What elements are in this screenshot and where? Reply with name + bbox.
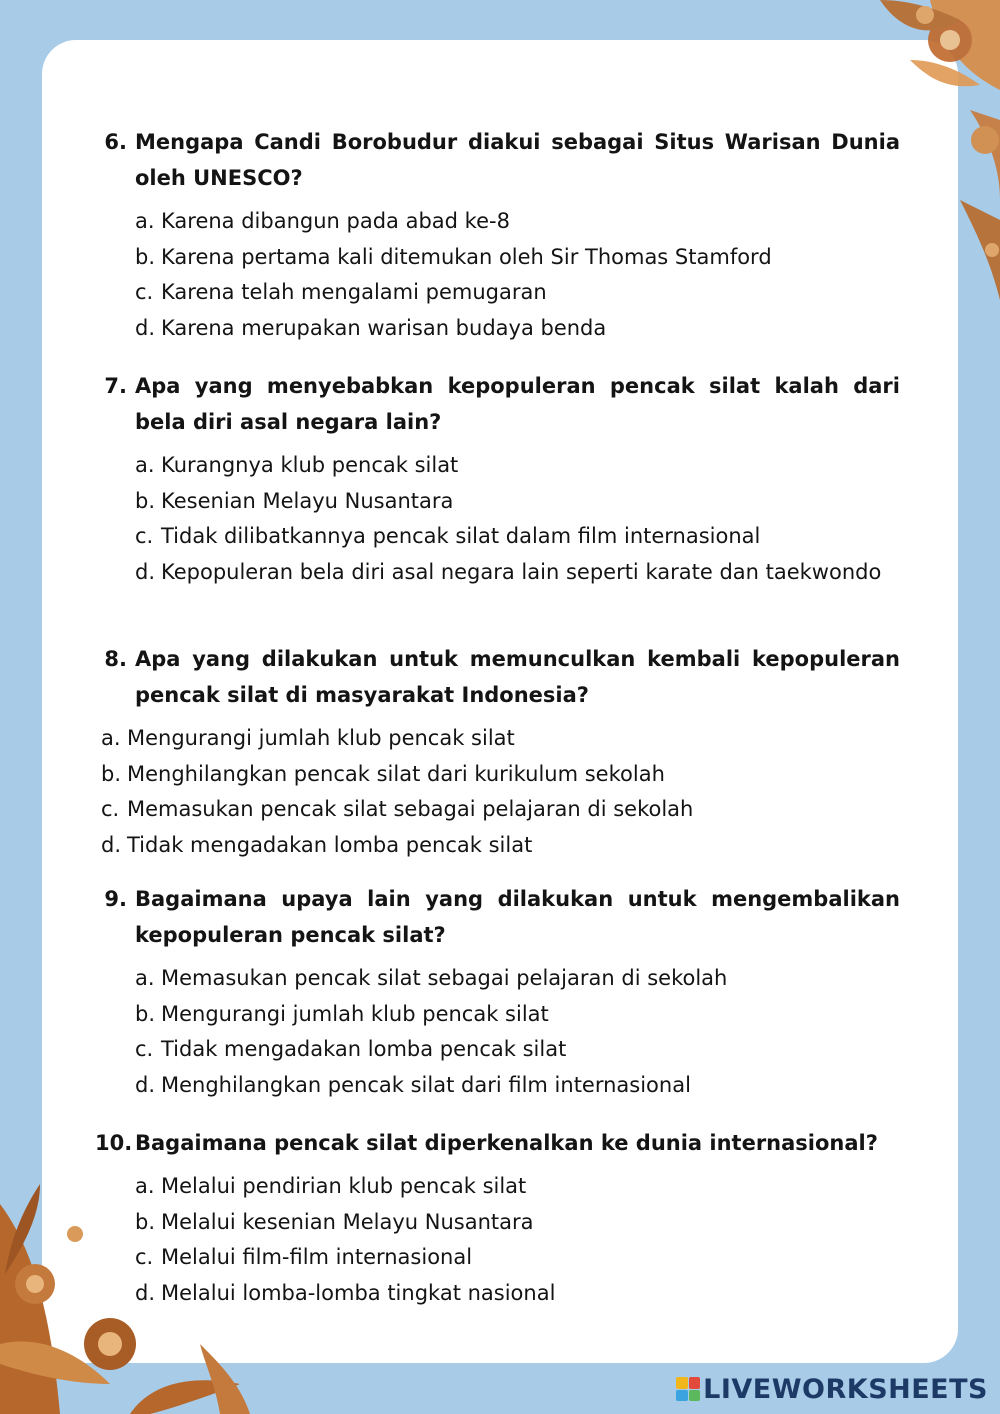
option-b[interactable] bbox=[135, 1205, 900, 1241]
question-6 bbox=[95, 124, 900, 346]
option-letter: b. bbox=[135, 488, 156, 513]
option-d[interactable] bbox=[101, 828, 900, 864]
option-letter: a. bbox=[135, 453, 155, 477]
option-list bbox=[95, 961, 900, 1103]
liveworksheets-logo-icon bbox=[676, 1377, 700, 1401]
option-letter: b. bbox=[135, 1001, 156, 1026]
option-text: Karena dibangun pada abad ke-8 bbox=[161, 209, 510, 233]
option-text: Melalui pendirian klub pencak silat bbox=[161, 1174, 527, 1198]
option-text: Menghilangkan pencak silat dari kurikulum sekolah bbox=[127, 761, 665, 786]
option-list bbox=[95, 1169, 900, 1311]
question-text: Apa yang menyebabkan kepopuleran pencak silat kalah dari bela diri asal negara lain? bbox=[135, 374, 900, 434]
option-text: Memasukan pencak silat sebagai pelajaran di sekolah bbox=[161, 966, 728, 990]
option-text: Tidak mengadakan lomba pencak silat bbox=[161, 1037, 567, 1061]
option-a[interactable] bbox=[101, 721, 900, 757]
option-letter: d. bbox=[135, 1072, 156, 1097]
liveworksheets-logo[interactable] bbox=[676, 1374, 988, 1404]
option-letter: c. bbox=[101, 797, 120, 821]
option-letter: a. bbox=[135, 966, 155, 990]
option-letter: d. bbox=[135, 315, 156, 340]
option-text: Kesenian Melayu Nusantara bbox=[161, 488, 454, 513]
option-d[interactable] bbox=[135, 555, 900, 591]
option-b[interactable] bbox=[135, 484, 900, 520]
option-text: Melalui lomba-lomba tingkat nasional bbox=[161, 1280, 556, 1305]
option-c[interactable] bbox=[135, 1240, 900, 1276]
question-10 bbox=[95, 1125, 900, 1311]
option-text: Karena merupakan warisan budaya benda bbox=[161, 315, 607, 340]
option-text: Tidak mengadakan lomba pencak silat bbox=[127, 832, 533, 857]
option-letter: a. bbox=[135, 209, 155, 233]
option-c[interactable] bbox=[101, 792, 900, 828]
question-9 bbox=[95, 881, 900, 1103]
question-number: 9. bbox=[104, 887, 127, 911]
option-letter: a. bbox=[101, 726, 121, 750]
option-c[interactable] bbox=[135, 275, 900, 311]
question-7 bbox=[95, 368, 900, 590]
question-text: Bagaimana upaya lain yang dilakukan untuk mengembalikan kepopuleran pencak silat? bbox=[135, 887, 900, 947]
option-text: Karena telah mengalami pemugaran bbox=[161, 280, 547, 304]
question-number: 7. bbox=[104, 374, 127, 398]
brand-name: LIVEWORKSHEETS bbox=[703, 1373, 988, 1405]
option-list bbox=[95, 204, 900, 346]
option-a[interactable] bbox=[135, 961, 900, 997]
question-text: Mengapa Candi Borobudur diakui sebagai Situs Warisan Dunia oleh UNESCO? bbox=[135, 130, 900, 190]
option-text: Memasukan pencak silat sebagai pelajaran di sekolah bbox=[127, 797, 694, 821]
option-letter: d. bbox=[135, 1280, 156, 1305]
option-letter: c. bbox=[135, 1037, 154, 1061]
option-letter: c. bbox=[135, 280, 154, 304]
option-letter: d. bbox=[101, 832, 122, 857]
option-d[interactable] bbox=[135, 1068, 900, 1104]
option-text: Mengurangi jumlah klub pencak silat bbox=[161, 1001, 549, 1026]
option-c[interactable] bbox=[135, 1032, 900, 1068]
option-c[interactable] bbox=[135, 519, 900, 555]
option-letter: a. bbox=[135, 1174, 155, 1198]
option-b[interactable] bbox=[101, 757, 900, 793]
option-list bbox=[95, 448, 900, 590]
option-letter: d. bbox=[135, 559, 156, 584]
option-list bbox=[95, 721, 900, 863]
option-text: Melalui kesenian Melayu Nusantara bbox=[161, 1209, 534, 1234]
option-b[interactable] bbox=[135, 997, 900, 1033]
option-text: Mengurangi jumlah klub pencak silat bbox=[127, 726, 515, 750]
option-text: Melalui film-film internasional bbox=[161, 1245, 473, 1269]
option-text: Kurangnya klub pencak silat bbox=[161, 453, 459, 477]
question-number: 10. bbox=[95, 1131, 133, 1155]
question-text: Bagaimana pencak silat diperkenalkan ke dunia internasional? bbox=[135, 1131, 878, 1155]
option-letter: b. bbox=[101, 761, 122, 786]
option-text: Menghilangkan pencak silat dari film internasional bbox=[161, 1072, 691, 1097]
option-letter: c. bbox=[135, 1245, 154, 1269]
question-number: 6. bbox=[104, 130, 127, 154]
option-d[interactable] bbox=[135, 311, 900, 347]
question-8 bbox=[95, 641, 900, 863]
option-letter: b. bbox=[135, 1209, 156, 1234]
option-letter: c. bbox=[135, 524, 154, 548]
option-b[interactable] bbox=[135, 240, 900, 276]
question-text: Apa yang dilakukan untuk memunculkan kembali kepopuleran pencak silat di masyarakat Indonesia? bbox=[135, 647, 900, 707]
option-a[interactable] bbox=[135, 448, 900, 484]
option-a[interactable] bbox=[135, 204, 900, 240]
option-text: Karena pertama kali ditemukan oleh Sir Thomas Stamford bbox=[161, 244, 772, 269]
option-a[interactable] bbox=[135, 1169, 900, 1205]
option-text: Tidak dilibatkannya pencak silat dalam film internasional bbox=[161, 524, 761, 548]
option-text: Kepopuleran bela diri asal negara lain seperti karate dan taekwondo bbox=[161, 559, 882, 584]
option-letter: b. bbox=[135, 244, 156, 269]
question-number: 8. bbox=[104, 647, 127, 671]
option-d[interactable] bbox=[135, 1276, 900, 1312]
